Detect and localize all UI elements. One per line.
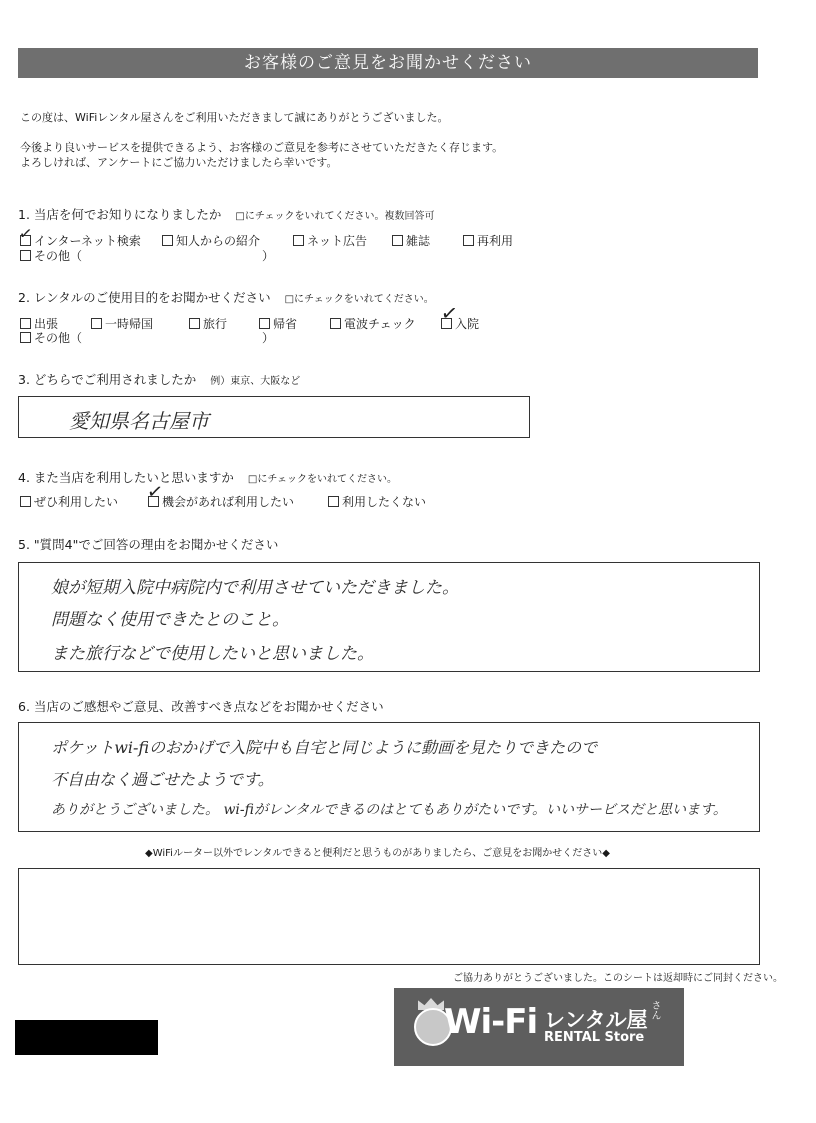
- q1-option-label: インターネット検索: [34, 234, 141, 248]
- q1-title: [18, 205, 435, 223]
- q4-option-definitely[interactable]: [20, 493, 118, 510]
- q5-answer-line-3: また旅行などで使用したいと思いました。: [51, 644, 374, 664]
- q1-option-magazine[interactable]: [392, 232, 430, 249]
- q6-answer-line-3: ありがとうございました。 wi-fiがレンタルできるのはとてもありがたいです。いいサービスだと思います。: [51, 802, 727, 818]
- form-title: お客様のご意見をお聞かせください: [18, 48, 758, 78]
- wifi-rental-logo: [394, 988, 684, 1066]
- q3-title: [18, 370, 300, 388]
- intro-line-2: 今後より良いサービスを提供できるよう、お客様のご意見を参考にさせていただきたく存じます。: [20, 141, 504, 154]
- checkbox-icon: [20, 318, 31, 329]
- q3-answer-text: 愛知県名古屋市: [69, 409, 209, 433]
- q2-option-label: 入院: [455, 317, 480, 331]
- q2-option-travel[interactable]: [189, 315, 227, 332]
- intro-line-3: よろしければ、アンケートにご協力いただけましたら幸いです。: [20, 156, 338, 169]
- extra-prompt: ◆WiFiルーター以外でレンタルできると便利だと思うものがありましたら、ご意見をお聞かせください◆: [145, 848, 610, 859]
- checkbox-icon: [162, 235, 173, 246]
- q5-answer-line-1: 娘が短期入院中病院内で利用させていただきました。: [51, 578, 459, 598]
- checkbox-icon: [20, 250, 31, 261]
- q3-note: 例）東京、大阪など: [210, 376, 301, 387]
- q2-option-return-home[interactable]: [91, 315, 153, 332]
- q5-title: 5. "質問4"でご回答の理由をお聞かせください: [18, 537, 279, 552]
- logo-en-text: RENTAL Store: [544, 1030, 645, 1045]
- q3-title-text: 3. どちらでご利用されましたか: [18, 372, 197, 387]
- q4-title-text: 4. また当店を利用したいと思いますか: [18, 470, 234, 485]
- q2-option-label: 帰省: [273, 317, 298, 331]
- q6-answer-field[interactable]: [18, 722, 760, 832]
- checkmark-icon: ✓: [145, 479, 165, 505]
- q4-option-label: 利用したくない: [342, 495, 427, 509]
- q6-answer-line-1: ポケットwi-fiのおかげで入院中も自宅と同じように動画を見たりできたので: [51, 738, 598, 757]
- q1-option-label: 雑誌: [406, 234, 431, 248]
- checkbox-icon: [189, 318, 200, 329]
- q2-title: [18, 288, 434, 306]
- q1-option-label: ネット広告: [307, 234, 368, 248]
- q2-option-signal-check[interactable]: [330, 315, 416, 332]
- q2-option-label: 一時帰国: [105, 317, 154, 331]
- footer-thanks: ご協力ありがとうございました。このシートは返却時にご同封ください。: [453, 973, 783, 984]
- checkbox-icon: [330, 318, 341, 329]
- intro-line-1: この度は、WiFiレンタル屋さんをご利用いただきまして誠にありがとうございました。: [20, 111, 449, 124]
- q4-option-if-chance[interactable]: [148, 493, 294, 510]
- q1-option-net-ad[interactable]: [293, 232, 367, 249]
- q1-other-label: その他（: [34, 249, 83, 263]
- q5-answer-line-2: 問題なく使用できたとのこと。: [51, 610, 289, 630]
- q4-option-no[interactable]: [328, 493, 426, 510]
- checkbox-icon: [392, 235, 403, 246]
- q1-option-reuse[interactable]: [463, 232, 513, 249]
- q1-option-other[interactable]: [20, 247, 82, 264]
- checkbox-icon: [293, 235, 304, 246]
- q4-title: [18, 468, 397, 486]
- q3-answer-field[interactable]: [18, 396, 530, 438]
- q1-note: □にチェックをいれてください。複数回答可: [235, 211, 435, 222]
- q1-title-text: 1. 当店を何でお知りになりましたか: [18, 207, 222, 222]
- q4-note: □にチェックをいれてください。: [247, 474, 398, 485]
- checkbox-icon: [463, 235, 474, 246]
- checkbox-icon: [20, 332, 31, 343]
- q2-note: □にチェックをいれてください。: [284, 294, 434, 305]
- q2-title-text: 2. レンタルのご使用目的をお聞かせください: [18, 290, 271, 305]
- checkbox-icon: [259, 318, 270, 329]
- q2-option-label: 旅行: [203, 317, 228, 331]
- checkbox-icon: [20, 496, 31, 507]
- checkmark-icon: ✓: [439, 299, 460, 327]
- q2-other-close: ）: [262, 331, 275, 345]
- checkmark-icon: ✓: [17, 223, 34, 244]
- extra-answer-field[interactable]: [18, 868, 760, 965]
- q2-option-label: 出張: [34, 317, 59, 331]
- q1-option-label: 知人からの紹介: [176, 234, 261, 248]
- checkbox-icon: [328, 496, 339, 507]
- q5-answer-field[interactable]: [18, 562, 760, 672]
- q1-option-referral[interactable]: [162, 232, 260, 249]
- q4-option-label: 機会があれば利用したい: [162, 495, 295, 509]
- q2-other-label: その他（: [34, 331, 83, 345]
- q2-option-other[interactable]: [20, 329, 82, 346]
- q2-option-label: 電波チェック: [344, 317, 416, 331]
- logo-wifi-text: Wi-Fi: [444, 1002, 538, 1042]
- q1-option-label: 再利用: [477, 234, 514, 248]
- redaction-block: [15, 1020, 158, 1055]
- logo-jp-small-text: さん: [649, 1000, 660, 1020]
- q1-other-close: ）: [262, 249, 275, 263]
- logo-jp-text: レンタル屋: [544, 1008, 648, 1032]
- checkbox-icon: [91, 318, 102, 329]
- q6-answer-line-2: 不自由なく過ごせたようです。: [51, 770, 274, 789]
- q4-option-label: ぜひ利用したい: [34, 495, 119, 509]
- q6-title: 6. 当店のご感想やご意見、改善すべき点などをお聞かせください: [18, 699, 384, 714]
